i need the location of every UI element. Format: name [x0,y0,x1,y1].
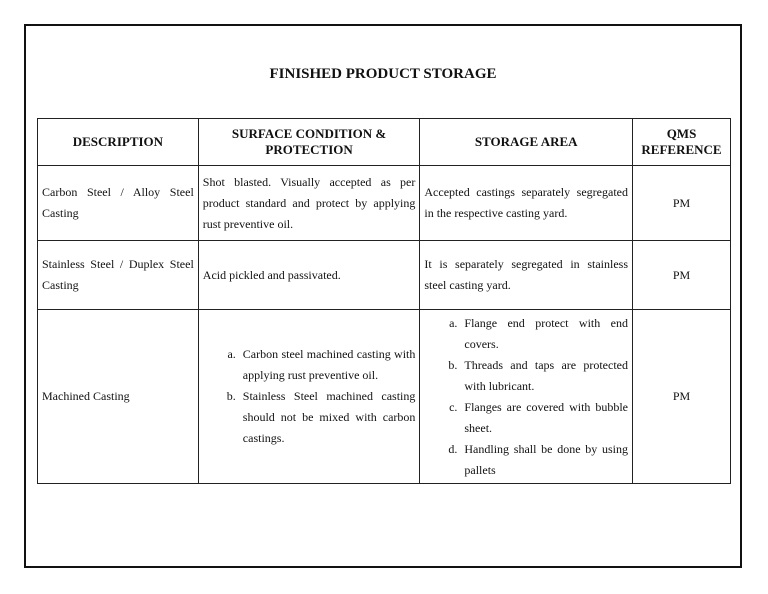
cell-storage-area: Accepted castings separately segregated in the respective casting yard. [420,166,633,241]
surface-condition-list [203,344,416,449]
cell-surface-condition [198,310,420,484]
table-row [38,166,731,241]
cell-description: Carbon Steel / Alloy Steel Casting [38,166,199,241]
cell-qms-reference: PM [633,310,731,484]
list-item: c. Flanges are covered with bubble sheet. [460,397,628,439]
cell-storage-area: It is separately segregated in stainless steel casting yard. [420,241,633,310]
storage-table [37,118,731,484]
list-item: b. Stainless Steel machined casting should not be mixed with carbon castings. [239,386,416,449]
cell-qms-reference: PM [633,166,731,241]
list-item: a. Flange end protect with end covers. [460,313,628,355]
cell-description: Stainless Steel / Duplex Steel Casting [38,241,199,310]
storage-area-list [424,313,628,481]
cell-surface-condition: Acid pickled and passivated. [198,241,420,310]
page-title: FINISHED PRODUCT STORAGE [269,66,497,82]
header-description: DESCRIPTION [38,119,199,166]
cell-storage-area [420,310,633,484]
list-item: b. Threads and taps are protected with lubricant. [460,355,628,397]
table-row [38,241,731,310]
list-item: a. Carbon steel machined casting with applying rust preventive oil. [239,344,416,386]
list-item: d. Handling shall be done by using pallets [460,439,628,481]
header-qms-reference: QMS REFERENCE [633,119,731,166]
page-frame [24,24,742,568]
cell-description: Machined Casting [38,310,199,484]
header-surface-condition: SURFACE CONDITION & PROTECTION [198,119,420,166]
header-storage-area: STORAGE AREA [420,119,633,166]
table-row [38,310,731,484]
cell-qms-reference: PM [633,241,731,310]
table-header-row [38,119,731,166]
cell-surface-condition: Shot blasted. Visually accepted as per product standard and protect by applying rust preventive oil. [198,166,420,241]
